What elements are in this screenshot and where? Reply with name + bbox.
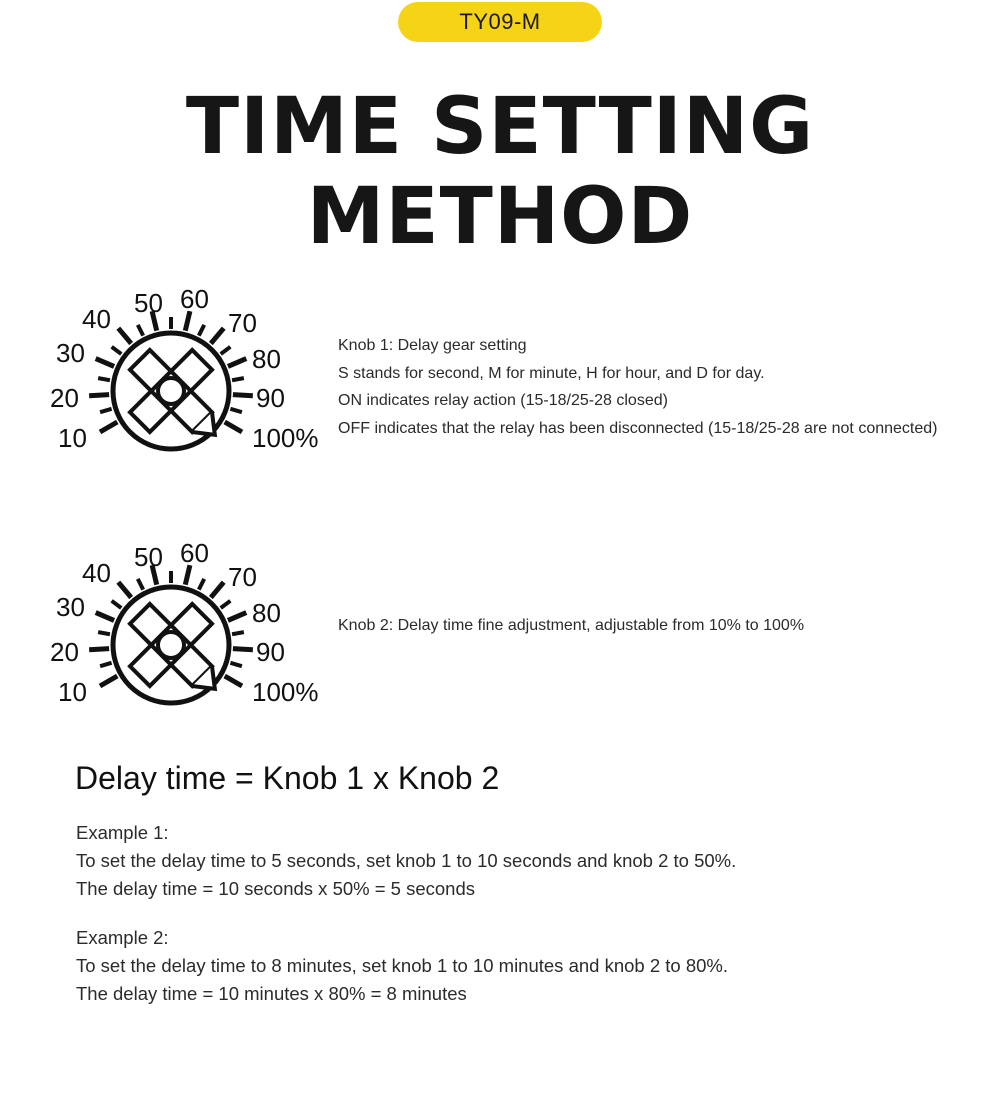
dial-tick bbox=[185, 565, 190, 584]
knob-2-dial bbox=[44, 538, 330, 718]
dial-tick bbox=[96, 613, 114, 621]
knob-2-label-50: 50 bbox=[134, 542, 163, 572]
dial-tick bbox=[98, 632, 110, 634]
dial-tick bbox=[138, 579, 143, 590]
dial-tick bbox=[100, 409, 111, 412]
knob-2-label-70: 70 bbox=[228, 562, 257, 592]
knob-1-label-100: 100% bbox=[252, 423, 319, 453]
dial-tick bbox=[112, 601, 122, 608]
dial-tick bbox=[98, 378, 110, 380]
knob-2-label-100: 100% bbox=[252, 677, 319, 707]
knob-2-label-80: 80 bbox=[252, 598, 281, 628]
knob-2-line: Knob 2: Delay time fine adjustment, adjustable from 10% to 100% bbox=[338, 617, 805, 634]
example-2-heading: Example 2: bbox=[76, 927, 169, 948]
dial-tick bbox=[185, 311, 190, 330]
dial-tick bbox=[118, 582, 131, 597]
knob-1-line: S stands for second, M for minute, H for hour, and D for day. bbox=[338, 364, 765, 382]
dial-tick bbox=[199, 325, 204, 336]
dial-tick bbox=[118, 328, 131, 343]
dial-tick bbox=[230, 409, 241, 412]
knob-1-line: Knob 1: Delay gear setting bbox=[338, 337, 527, 354]
dial-tick bbox=[230, 663, 241, 666]
dial-tick bbox=[138, 325, 143, 336]
dial-tick bbox=[100, 663, 111, 666]
knob-1-dial-graphic bbox=[44, 284, 330, 464]
knob-2-label-90: 90 bbox=[256, 637, 285, 667]
dial-tick bbox=[96, 359, 114, 367]
example-1 bbox=[76, 819, 736, 903]
model-badge bbox=[398, 2, 602, 42]
dial-tick bbox=[225, 676, 242, 686]
example-2 bbox=[76, 924, 728, 1008]
dial-tick bbox=[232, 378, 244, 380]
knob-1-label-20: 20 bbox=[50, 383, 79, 413]
dial-tick bbox=[211, 328, 224, 343]
knob-2-label-30: 30 bbox=[56, 592, 85, 622]
dial-tick bbox=[211, 582, 224, 597]
model-badge-label: TY09-M bbox=[459, 9, 541, 34]
example-1-heading: Example 1: bbox=[76, 822, 169, 843]
delay-formula: Delay time = Knob 1 x Knob 2 bbox=[75, 760, 500, 796]
knob-1-label-80: 80 bbox=[252, 344, 281, 374]
page-title: TIME SETTING METHOD bbox=[185, 82, 815, 262]
dial-tick bbox=[89, 395, 109, 396]
example-2-line-1: To set the delay time to 8 minutes, set knob 1 to 10 minutes and knob 2 to 80%. bbox=[76, 955, 728, 976]
knob-1-label-90: 90 bbox=[256, 383, 285, 413]
knob-1-label-30: 30 bbox=[56, 338, 85, 368]
knob-1-label-50: 50 bbox=[134, 288, 163, 318]
dial-tick bbox=[199, 579, 204, 590]
knob-2-label-40: 40 bbox=[82, 558, 111, 588]
dial-tick bbox=[232, 632, 244, 634]
dial-tick bbox=[233, 649, 253, 650]
knob-1-label-40: 40 bbox=[82, 304, 111, 334]
dial-tick bbox=[228, 359, 246, 367]
knob-2-dial-graphic bbox=[44, 538, 330, 718]
knob-1-dial bbox=[44, 284, 330, 464]
dial-tick bbox=[100, 422, 117, 432]
knob-1-description bbox=[338, 332, 937, 442]
dial-tick bbox=[225, 422, 242, 432]
dial-tick bbox=[100, 676, 117, 686]
dial-tick bbox=[221, 601, 231, 608]
knob-2-description bbox=[338, 612, 804, 640]
knob-1-line: OFF indicates that the relay has been disconnected (15-18/25-28 are not connected) bbox=[338, 419, 938, 437]
example-1-line-1: To set the delay time to 5 seconds, set knob 1 to 10 seconds and knob 2 to 50%. bbox=[76, 850, 737, 871]
knob-2-label-60: 60 bbox=[180, 538, 209, 568]
dial-tick bbox=[89, 649, 109, 650]
dial-tick bbox=[228, 613, 246, 621]
knob-1-label-10: 10 bbox=[58, 423, 87, 453]
knob-1-line: ON indicates relay action (15-18/25-28 closed) bbox=[338, 392, 668, 409]
dial-tick bbox=[112, 347, 122, 354]
dial-tick bbox=[233, 395, 253, 396]
example-2-line-2: The delay time = 10 minutes x 80% = 8 minutes bbox=[76, 983, 467, 1004]
knob-1-label-60: 60 bbox=[180, 284, 209, 314]
knob-2-label-20: 20 bbox=[50, 637, 79, 667]
knob-2-label-10: 10 bbox=[58, 677, 87, 707]
knob-1-label-70: 70 bbox=[228, 308, 257, 338]
example-1-line-2: The delay time = 10 seconds x 50% = 5 seconds bbox=[76, 878, 476, 899]
dial-tick bbox=[221, 347, 231, 354]
